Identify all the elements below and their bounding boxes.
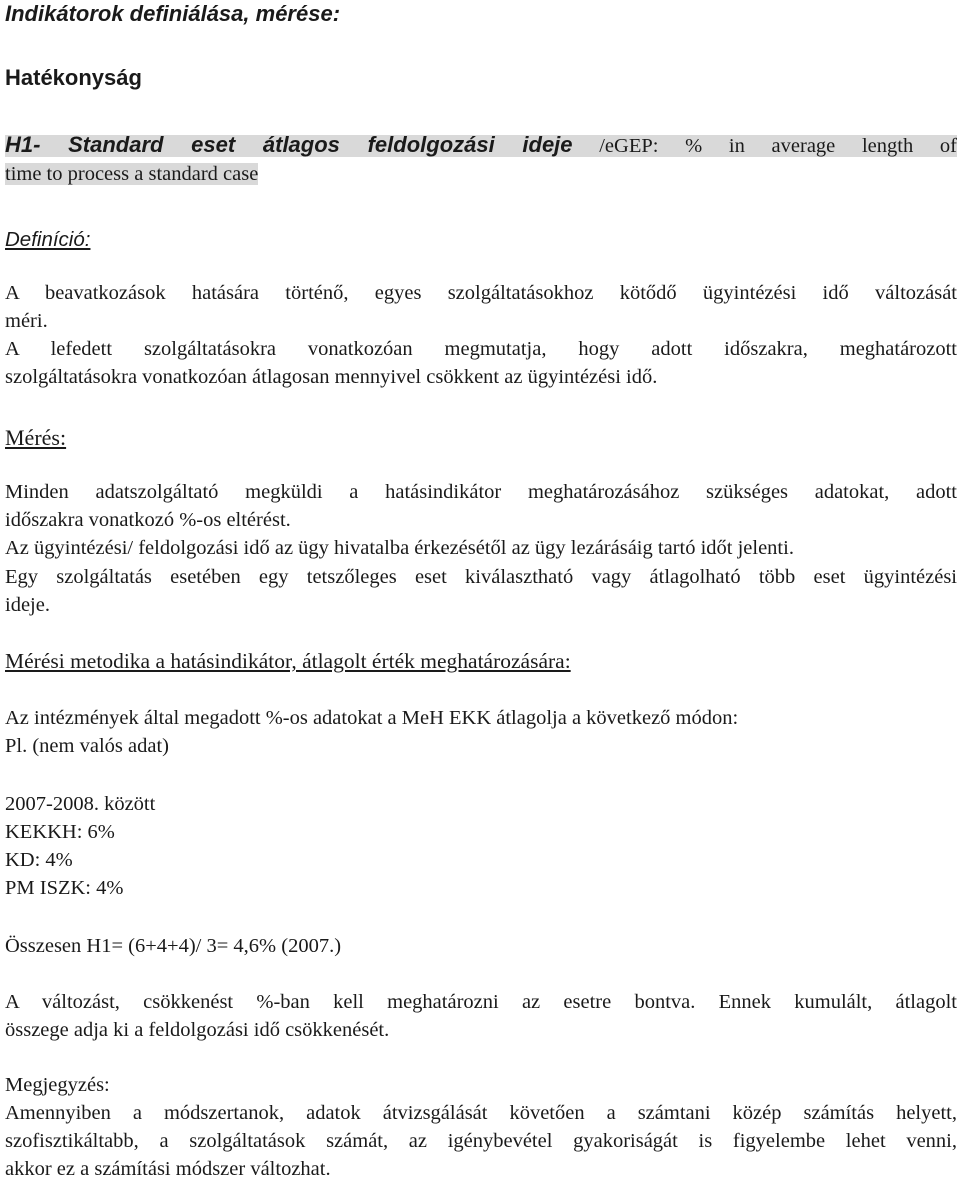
value-kekkh: KEKKH: 6% [5, 821, 115, 843]
measurement-heading: Mérés: [5, 425, 67, 450]
measurement-paragraph-1: Minden adatszolgáltató megküldi a hatásindikátor meghatározásához szükséges adatokat, adott időszakra vonatkozó %-os eltérést. [5, 481, 957, 531]
method-example: Pl. (nem valós adat) [5, 735, 169, 757]
note-label: Megjegyzés: [5, 1074, 110, 1096]
note-paragraph: Amennyiben a módszertanok, adatok átvizsgálását követően a számtani közép számítás helyett, szofisztikáltabb, a szolgáltatások számát, az igénybevétel gyakoriságát is figyelembe lehet venni, akkor ez a számítási módszer változhat. [5, 1102, 957, 1180]
measurement-paragraph-3: Egy szolgáltatás esetében egy tetszőleges eset kiválasztható vagy átlagolható több eset ügyintézési ideje. [5, 566, 957, 616]
indicator-line-1 [5, 132, 957, 157]
document-title: Indikátorok definiálása, mérése: [5, 1, 341, 26]
method-period: 2007-2008. között [5, 793, 156, 815]
value-pm-iszk: PM ISZK: 4% [5, 877, 124, 899]
definition-paragraph-2: A lefedett szolgáltatásokra vonatkozóan megmutatja, hogy adott időszakra, meghatározott szolgáltatásokra vonatkozóan átlagosan mennyivel csökkent az ügyintézési idő. [5, 338, 957, 388]
value-kd: KD: 4% [5, 849, 73, 871]
indicator-heading [5, 131, 957, 188]
indicator-line-2: time to process a standard case [5, 163, 259, 185]
method-conclusion: A változást, csökkenést %-ban kell meghatározni az esetre bontva. Ennek kumulált, átlagolt összege adja ki a feldolgozási idő csökkenését. [5, 991, 957, 1041]
method-total: Összesen H1= (6+4+4)/ 3= 4,6% (2007.) [5, 935, 342, 957]
indicator-egep: /eGEP: % in average length of [572, 135, 957, 157]
measurement-paragraph-2: Az ügyintézési/ feldolgozási idő az ügy hivatalba érkezésétől az ügy lezárásáig tartó időt jelenti. [5, 537, 794, 559]
indicator-name: H1- Standard eset átlagos feldolgozási ideje [5, 132, 573, 157]
section-heading: Hatékonyság [5, 65, 142, 90]
definition-paragraph-1: A beavatkozások hatására történő, egyes szolgáltatásokhoz kötődő ügyintézési idő változását méri. [5, 282, 957, 332]
method-intro: Az intézmények által megadott %-os adatokat a MeH EKK átlagolja a következő módon: [5, 707, 739, 729]
definition-heading: Definíció: [5, 228, 91, 251]
method-heading: Mérési metodika a hatásindikátor, átlagolt érték meghatározására: [5, 649, 571, 673]
